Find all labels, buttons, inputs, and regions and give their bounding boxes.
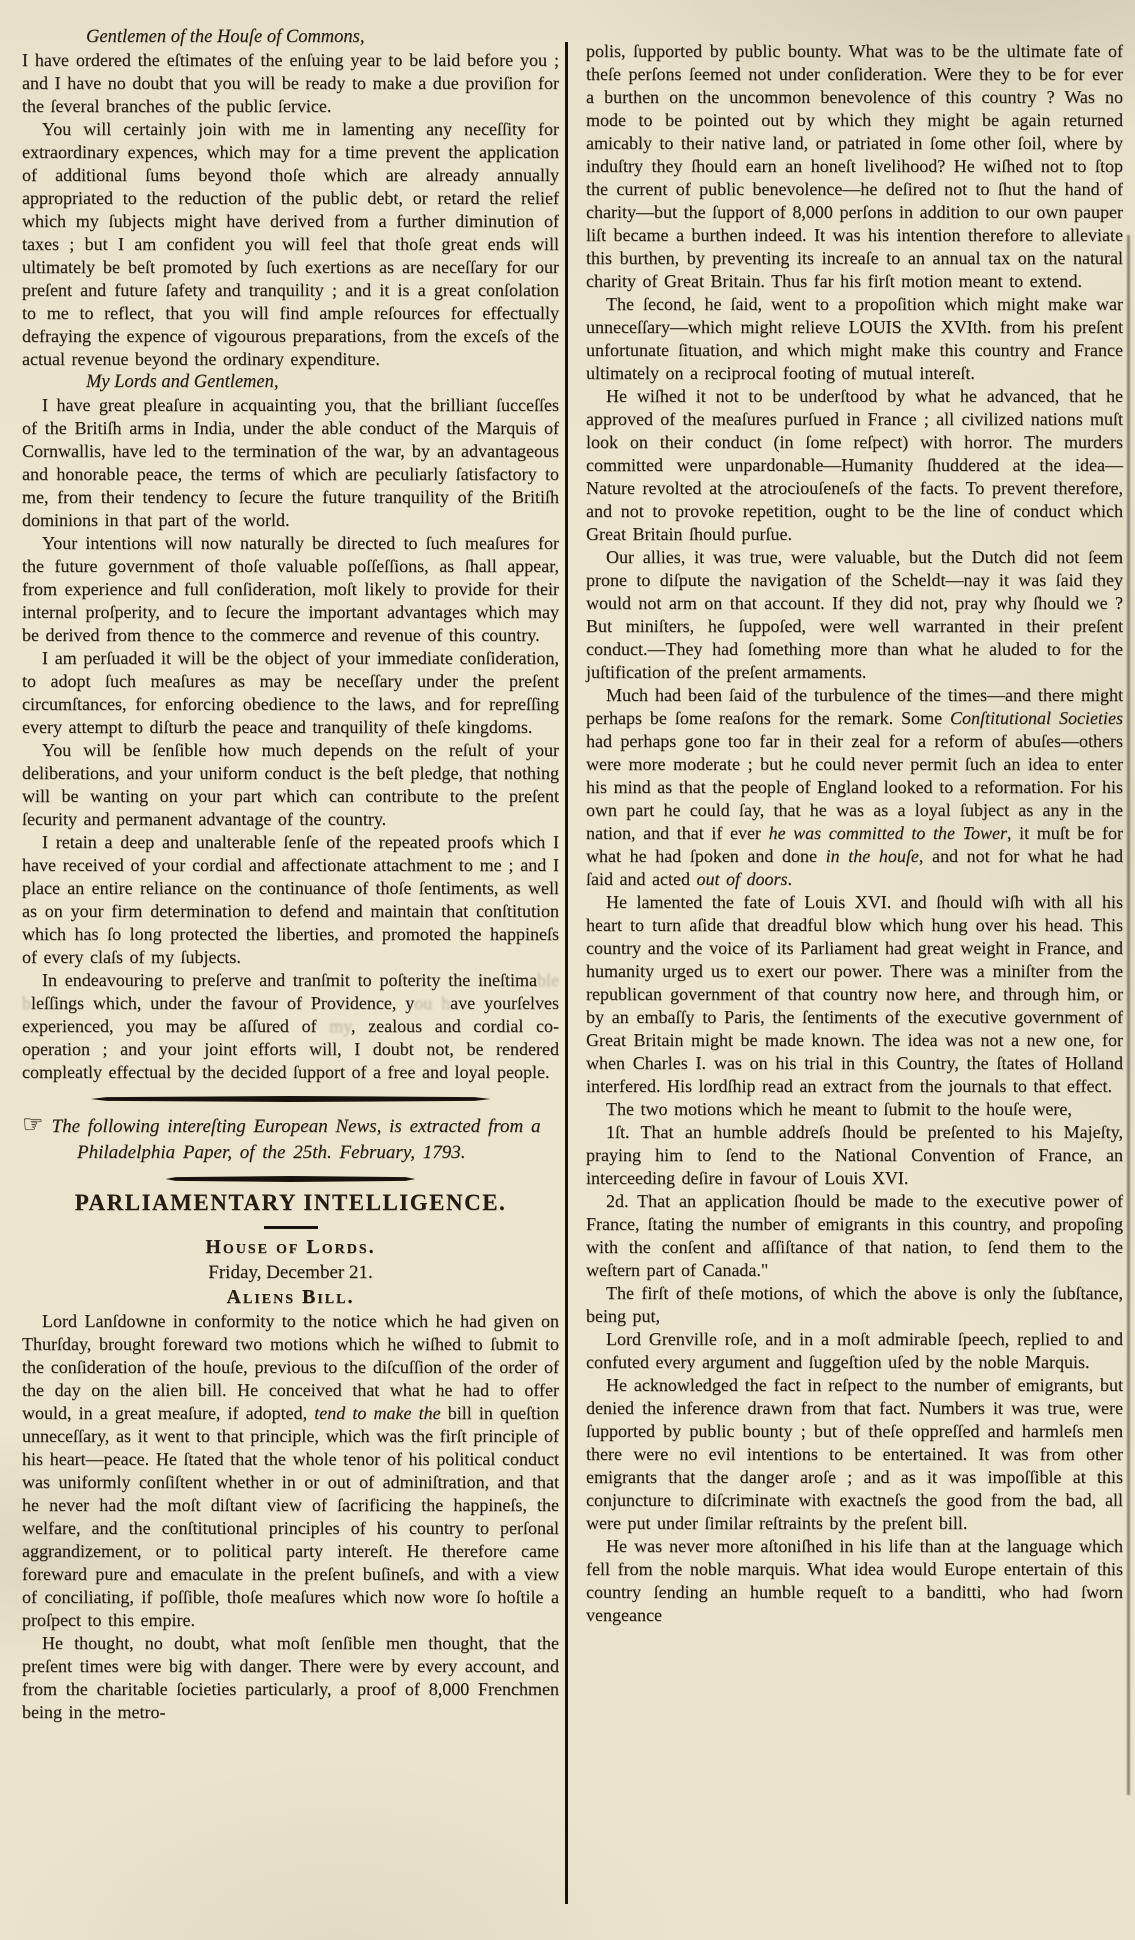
report-paragraph: Lord Lanſdowne in conformity to the notice which he had given on Thurſday, brought foreward two motions which he wiſhed to ſubmit to the conſideration of the houſe, previous to the diſcuſſion of the order of the day on the alien bill. He conceived that what he had to offer would, in a great meaſure, if adopted, tend to make the bill in queſtion unneceſſary, as it went to that principle, which was the firſt principle of his heart—peace. He ſtated that the whole tenor of his political conduct was uniformly conſiſtent whether in or out of adminiſtration, and that he never had the moſt diſtant view of ſacrificing the happineſs, the welfare, and the conſtitutional principles of his country to perſonal aggrandizement, or to political party intereſt. He therefore came foreward pure and emaculate in the preſent buſineſs, and with a view of conciliating, if poſſible, thoſe meaſures which now wore ſo hoſtile a proſpect to this empire.: [22, 1311, 559, 1630]
short-rule: [264, 1226, 318, 1229]
editor-note-text: The following intereſting European News, is extracted from a Philadelphia Paper, of the 25th. February, 1793.: [51, 1116, 541, 1163]
motion-second-paragraph: 2d. That an application ſhould be made to the executive power of France, ſtating the number of emigrants in this country, and propoſing with the conſent and aſſiſtance of that nation, to ſend them to the weſtern part of Canada.": [586, 1191, 1123, 1280]
manicule-icon: ☞: [22, 1112, 44, 1138]
speech-paragraph: I have ordered the eſtimates of the enſuing year to be laid before you ; and I have no doubt that you will be ready to make a due proviſion for the ſeveral branches of the public ſervice.: [22, 50, 559, 116]
report-paragraph: He was never more aſtoniſhed in his life than at the language which fell from the noble marquis. What idea would Europe entertain of this country ſending an humble requeſt to a banditti, who had ſworn vengeance: [586, 1536, 1123, 1625]
report-paragraph: Our allies, it was true, were valuable, but the Dutch did not ſeem prone to diſpute the navigation of the Scheldt—nay it was ſaid they would not arm on that account. If they did not, pray why ſhould we ? But miniſters, he ſuppoſed, were well warranted in their preſent conduct.—They had ſomething more than what he aluded to for the juſtification of the preſent armaments.: [586, 547, 1123, 682]
aliens-bill-heading: Aliens Bill.: [226, 1286, 355, 1308]
left-column: [22, 26, 559, 1724]
speech-paragraph: I am perſuaded it will be the object of your immediate conſideration, to adopt ſuch meaſures as may be neceſſary under the preſent circumſtances, for enforcing obedience to the laws, and for repreſſing every attempt to diſturb the peace and tranquility of theſe kingdoms.: [22, 648, 559, 737]
report-paragraph-continuation: polis, ſupported by public bounty. What was to be the ultimate fate of theſe perſons ſeemed not under conſideration. Were they to be for ever a burthen on the uncommon benevolence of this country ? Was no mode to be pointed out by which they might be again returned amicably to their native land, or patriated in ſome other ſoil, where by induſtry they ſhould earn an honeſt livelihood? He wiſhed not to ſtop the current of public benevolence—he deſired not to ſhut the hand of charity—but the ſupport of 8,000 perſons in addition to our own pauper liſt became a burthen indeed. It was his intention therefore to alleviate this burthen, by preventing its increaſe to an annual tax on the natural charity of Great Britain. Thus far his firſt motion meant to extend.: [586, 41, 1123, 291]
swelled-rule: [91, 1096, 491, 1102]
swelled-rule: [166, 1176, 416, 1182]
column-divider-rule: [565, 42, 568, 1904]
house-of-lords-heading: House of Lords.: [205, 1236, 376, 1258]
right-column: [586, 40, 1123, 1627]
report-paragraph: The ſecond, he ſaid, went to a propoſition which might make war unneceſſary—which might relieve LOUIS the XVIth. from his preſent unfortunate ſituation, and which might make this country and France ultimately on a reciprocal footing of mutual intereſt.: [586, 294, 1123, 383]
report-paragraph: Much had been ſaid of the turbulence of the times—and there might perhaps be ſome reaſons for the remark. Some Conſtitutional Societies had perhaps gone too far in their zeal for a reform of abuſes—others were more moderate ; but he could never permit ſuch an idea to enter his mind as that the people of England looked to a reformation. For his own part he could ſay, that he was as a loyal ſubject as any in the nation, and that if ever he was committed to the Tower, it muſt be for what he had ſpoken and done in the houſe, and not for what he had ſaid and acted out of doors.: [586, 685, 1124, 889]
editor-note: [22, 1112, 559, 1166]
report-paragraph: The firſt of theſe motions, of which the above is only the ſubſtance, being put,: [586, 1283, 1123, 1326]
speech-paragraph: I have great pleaſure in acquainting you, that the brilliant ſucceſſes of the Britiſh arms in India, under the able conduct of the Marquis of Cornwallis, have led to the termination of the war, by an advantageous and honorable peace, the terms of which are peculiarly ſatisfactory to me, from their tendency to ſecure the future tranquility of the Britiſh dominions in that part of the world.: [22, 395, 559, 530]
report-paragraph: He wiſhed it not to be underſtood by what he advanced, that he approved of the meaſures purſued in France ; all civilized nations muſt look on their conduct (in ſome reſpect) with horror. The murders committed were unpardonable—Humanity ſhuddered at the idea—Nature revolted at the atrociouſeneſs of the facts. To prevent therefore, and not to provoke repetition, ought to be the line of conduct which Great Britain ſhould purſue.: [586, 386, 1123, 544]
report-paragraph: He thought, no doubt, what moſt ſenſible men thought, that the preſent times were big with danger. There were by every account, and from the charitable ſocieties particularly, a proof of 8,000 Frenchmen being in the metro-: [22, 1633, 559, 1722]
report-paragraph: Lord Grenville roſe, and in a moſt admirable ſpeech, replied to and confuted every argument and ſuggeſtion uſed by the noble Marquis.: [586, 1329, 1123, 1372]
report-paragraph: He lamented the fate of Louis XVI. and ſhould wiſh with all his heart to turn aſide that dreadful blow which hung over his head. This country and the voice of its Parliament had great weight in France, and humanity urged us to exert our power. There was a miniſter from the republican government of that country now here, and through him, or by an embaſſy to Paris, the ſentiments of the executive government of Great Britain might be made known. The idea was not a new one, for when Charles I. was on his trial in this Country, the ſtates of Holland interfered. His lordſhip read an extract from the journals to that effect.: [586, 892, 1123, 1096]
speech-paragraph-damaged: In endeavouring to preſerve and tranſmit to poſterity the ineſtimable bleſſings which, under the favour of Providence, you have yourſelves experienced, you may be aſſured of my, zealous and cordial co-operation ; and your joint efforts will, I doubt not, be rendered compleatly effectual by the decided ſupport of a free and loyal people.: [22, 970, 560, 1082]
date-line: Friday, December 21.: [208, 1262, 373, 1283]
page-edge-crease: [1127, 235, 1130, 1795]
section-title: PARLIAMENTARY INTELLIGENCE.: [74, 1190, 507, 1215]
report-paragraph: The two motions which he meant to ſubmit to the houſe were,: [606, 1099, 1072, 1119]
salutation-commons: Gentlemen of the Houſe of Commons,: [86, 27, 365, 47]
speech-paragraph: Your intentions will now naturally be directed to ſuch meaſures for the future government of thoſe valuable poſſeſſions, as ſhall appear, from experience and full conſideration, moſt likely to provide for their internal proſperity, and to ſecure the important advantages which may be derived from thence to the commerce and revenue of this country.: [22, 533, 559, 645]
salutation-lords: My Lords and Gentlemen,: [86, 372, 279, 392]
speech-paragraph: I retain a deep and unalterable ſenſe of the repeated proofs which I have received of your cordial and affectionate attachment to me ; and I place an entire reliance on the continuance of thoſe ſentiments, as well as on your firm determination to defend and maintain that conſtitution which has ſo long protected the liberties, and promoted the happineſs of every claſs of my ſubjects.: [22, 832, 559, 967]
speech-paragraph: You will be ſenſible how much depends on the reſult of your deliberations, and your uniform conduct is the beſt pledge, that nothing will be wanting on your part which can contribute to the preſent ſecurity and permanent advantage of the country.: [22, 740, 559, 829]
motion-first-paragraph: 1ſt. That an humble addreſs ſhould be preſented to his Majeſty, praying him to ſend to the National Convention of France, an interceeding deſire in favour of Louis XVI.: [586, 1122, 1123, 1188]
speech-paragraph: You will certainly join with me in lamenting any neceſſity for extraordinary expences, which may for a time prevent the application of additional ſums beyond thoſe which are already annually appropriated to the reduction of the public debt, or retard the relief which my ſubjects might have derived from a further diminution of taxes ; but I am confident you will feel that thoſe great ends will ultimately be beſt promoted by ſuch exertions as are neceſſary for our preſent and future ſafety and tranquility ; and it is a great conſolation to me to reflect, that you will find ample reſources for effectually defraying the expence of vigourous preparations, from the exceſs of the actual revenue beyond the ordinary expenditure.: [22, 119, 559, 369]
report-paragraph: He acknowledged the fact in reſpect to the number of emigrants, but denied the inference drawn from that fact. Numbers it was true, were ſupported by public bounty ; but of theſe oppreſſed and harmleſs men there were no evil intentions to be entertained. It was from other emigrants that the danger aroſe ; and as it was impoſſible at this conjuncture to diſcriminate with exactneſs the good from the bad, all were put under ſimilar reſtraints by the preſent bill.: [586, 1375, 1123, 1533]
